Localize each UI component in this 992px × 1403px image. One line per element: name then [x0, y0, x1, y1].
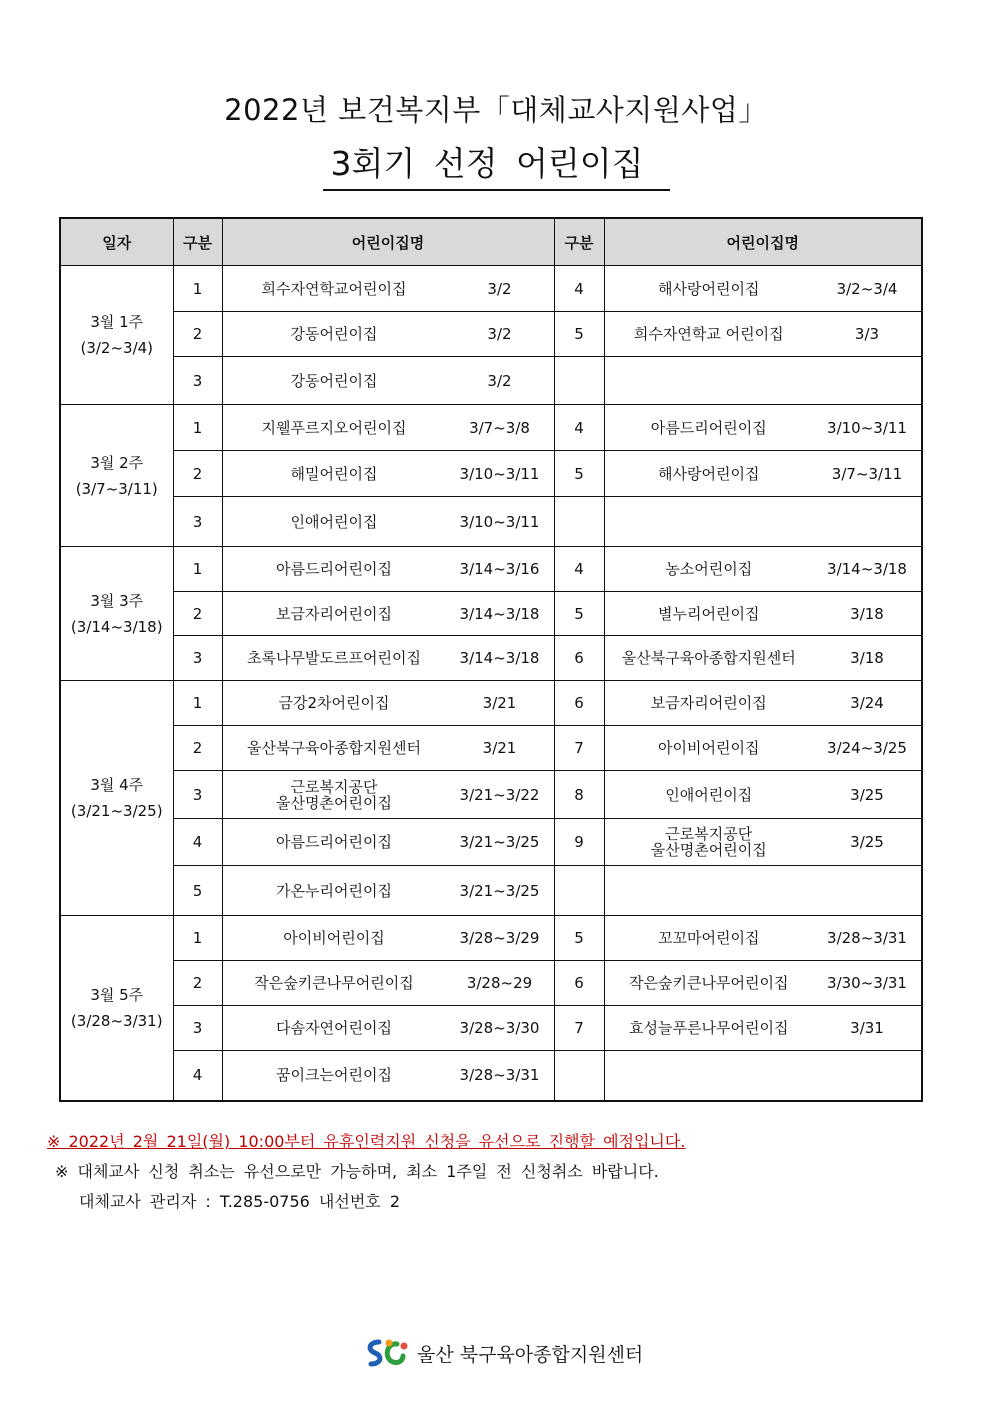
daycare-name: 해밀어린이집	[290, 464, 378, 483]
no-cell	[173, 681, 222, 726]
no-cell	[173, 916, 222, 961]
support-date: 3/10~3/11	[459, 512, 540, 531]
row-number: 4	[192, 833, 203, 851]
name-cell	[604, 405, 922, 451]
table-row	[60, 1006, 922, 1051]
week-label: 3월 4주	[90, 776, 144, 794]
document-subtitle	[0, 138, 992, 191]
subtitle-text: 3회기 선정 어린이집	[323, 138, 670, 191]
table-row	[60, 726, 922, 771]
table-row	[60, 961, 922, 1006]
week-label: 3월 2주	[90, 453, 144, 472]
name-cell	[222, 405, 554, 451]
support-date: 3/28~29	[466, 974, 533, 992]
daycare-name: 인애어린이집	[290, 512, 378, 531]
header-name-1: 어린이집명	[222, 218, 554, 266]
footer-org-name: 울산 북구육아종합지원센터	[417, 1343, 644, 1366]
daycare-name: 금강2차어린이집	[278, 694, 390, 712]
support-date: 3/21~3/25	[459, 881, 540, 900]
support-date: 3/2	[487, 279, 512, 298]
support-date: 3/30~3/31	[827, 974, 907, 992]
support-date: 3/25	[850, 833, 884, 851]
support-date: 3/3	[854, 325, 880, 343]
header-date: 일자	[60, 218, 173, 266]
cancel-note: ※ 대체교사 신청 취소는 유선으로만 가능하며, 최소 1주일 전 신청취소 바랍니다.	[55, 1162, 659, 1181]
daycare-name: 강동어린이집	[290, 325, 378, 343]
name-cell	[222, 1006, 554, 1051]
row-number: 6	[574, 649, 584, 667]
notice-line: ※ 2022년 2월 21일(월) 10:00부터 유휴인력지원 신청을 유선으로 진행할 예정입니다.	[47, 1132, 686, 1151]
name-cell	[604, 1051, 922, 1101]
support-date: 3/2	[487, 325, 512, 343]
support-date: 3/7~3/11	[831, 464, 903, 483]
support-date: 3/10~3/11	[459, 464, 540, 483]
daycare-name: 희수자연학교어린이집	[261, 279, 407, 298]
name-cell	[222, 961, 554, 1006]
support-date: 3/28~3/31	[459, 1066, 540, 1085]
name-cell	[604, 636, 922, 681]
name-cell	[604, 1006, 922, 1051]
no-cell	[173, 497, 222, 547]
table-row	[60, 819, 922, 866]
table-row	[60, 547, 922, 592]
row-number: 6	[574, 974, 584, 992]
daycare-name: 강동어린이집	[290, 371, 378, 390]
name-cell	[604, 819, 922, 866]
daycare-name: 작은숲키큰나무어린이집	[629, 974, 789, 992]
support-date: 3/21	[482, 739, 517, 757]
no-cell	[554, 961, 604, 1006]
header-name-2: 어린이집명	[604, 218, 922, 266]
support-date: 3/2	[487, 371, 512, 390]
row-number: 7	[574, 1019, 584, 1037]
support-date: 3/24	[850, 694, 884, 712]
no-cell	[554, 916, 604, 961]
notes	[47, 1127, 685, 1217]
daycare-name: 다솜자연어린이집	[276, 1019, 392, 1037]
no-cell	[173, 405, 222, 451]
center-logo-icon	[365, 1336, 411, 1370]
no-cell	[554, 547, 604, 592]
name-cell	[222, 636, 554, 681]
daycare-name: 아이비어린이집	[283, 929, 385, 947]
name-cell	[222, 866, 554, 916]
daycare-name: 별누리어린이집	[658, 604, 760, 623]
name-cell	[222, 547, 554, 592]
week-range: (3/21~3/25)	[70, 802, 163, 820]
support-date: 3/21~3/22	[459, 785, 540, 804]
row-number: 7	[574, 739, 584, 757]
no-cell	[173, 266, 222, 312]
daycare-name: 아이비어린이집	[658, 739, 760, 757]
name-cell	[604, 961, 922, 1006]
name-cell	[222, 726, 554, 771]
support-date: 3/28~3/30	[459, 1019, 540, 1037]
daycare-name: 보금자리어린이집	[650, 694, 767, 712]
row-number: 5	[574, 604, 584, 623]
row-number: 9	[574, 833, 584, 851]
daycare-name: 아름드리어린이집	[650, 418, 767, 437]
row-number: 1	[192, 560, 203, 578]
no-cell	[554, 681, 604, 726]
contact-note: 대체교사 관리자 : T.285-0756 내선번호 2	[79, 1192, 401, 1211]
footer	[365, 1336, 643, 1370]
table-row	[60, 866, 922, 916]
week-range: (3/14~3/18)	[70, 617, 163, 636]
table-row	[60, 592, 922, 636]
daycare-name: 울산북구육아종합지원센터	[621, 649, 796, 667]
support-date: 3/14~3/18	[459, 604, 540, 623]
support-date: 3/14~3/16	[459, 560, 540, 578]
row-number: 3	[192, 371, 203, 390]
no-cell	[173, 312, 222, 357]
row-number: 2	[192, 739, 203, 757]
row-number: 1	[192, 418, 203, 437]
row-number: 4	[574, 560, 584, 578]
no-cell	[554, 1051, 604, 1101]
row-number: 2	[192, 464, 203, 483]
no-cell	[554, 819, 604, 866]
support-date: 3/2~3/4	[836, 279, 898, 298]
week-label: 3월 1주	[90, 313, 144, 331]
daycare-name: 지웰푸르지오어린이집	[261, 418, 407, 437]
no-cell	[173, 357, 222, 405]
daycare-name: 해사랑어린이집	[658, 464, 760, 483]
week-cell	[60, 916, 173, 1101]
week-cell	[60, 266, 173, 405]
row-number: 2	[192, 325, 203, 343]
daycare-name: 초록나무발도르프어린이집	[247, 649, 421, 667]
header-no-1: 구분	[173, 218, 222, 266]
row-number: 5	[574, 325, 584, 343]
name-cell	[604, 866, 922, 916]
week-cell	[60, 681, 173, 916]
daycare-name: 가온누리어린이집	[276, 881, 392, 900]
name-cell	[222, 266, 554, 312]
row-number: 5	[574, 929, 584, 947]
no-cell	[554, 726, 604, 771]
support-date: 3/28~3/29	[459, 929, 540, 947]
no-cell	[554, 592, 604, 636]
no-cell	[173, 819, 222, 866]
daycare-name: 작은숲키큰나무어린이집	[254, 974, 414, 992]
no-cell	[554, 405, 604, 451]
name-cell	[604, 497, 922, 547]
name-cell	[222, 819, 554, 866]
no-cell	[173, 636, 222, 681]
name-cell	[222, 357, 554, 405]
row-number: 4	[574, 279, 584, 298]
table-row	[60, 451, 922, 497]
row-number: 3	[192, 649, 203, 667]
week-range: (3/2~3/4)	[80, 339, 154, 357]
week-range: (3/28~3/31)	[70, 1011, 163, 1030]
name-cell	[222, 771, 554, 819]
name-cell	[604, 592, 922, 636]
name-cell	[604, 547, 922, 592]
table-row	[60, 681, 922, 726]
daycare-name: 인애어린이집	[665, 785, 753, 804]
table-row	[60, 771, 922, 819]
row-number: 5	[574, 464, 584, 483]
no-cell	[554, 451, 604, 497]
daycare-name: 근로복지공단 울산명촌어린이집	[276, 777, 392, 812]
table-row	[60, 636, 922, 681]
name-cell	[222, 1051, 554, 1101]
document-title: 2022년 보건복지부「대체교사지원사업」	[224, 93, 768, 127]
no-cell	[554, 636, 604, 681]
daycare-name: 보금자리어린이집	[276, 604, 392, 623]
no-cell	[173, 726, 222, 771]
week-label: 3월 5주	[90, 985, 144, 1004]
table-row	[60, 266, 922, 312]
table-row	[60, 1051, 922, 1101]
row-number: 4	[574, 418, 584, 437]
name-cell	[222, 312, 554, 357]
name-cell	[222, 916, 554, 961]
name-cell	[604, 312, 922, 357]
support-date: 3/25	[850, 785, 884, 804]
support-date: 3/10~3/11	[827, 418, 907, 437]
row-number: 5	[192, 881, 203, 900]
no-cell	[554, 497, 604, 547]
support-date: 3/24~3/25	[827, 739, 907, 757]
row-number: 6	[574, 694, 584, 712]
table-row	[60, 916, 922, 961]
row-number: 3	[192, 1019, 203, 1037]
name-cell	[222, 681, 554, 726]
name-cell	[222, 451, 554, 497]
no-cell	[554, 312, 604, 357]
no-cell	[554, 1006, 604, 1051]
no-cell	[554, 866, 604, 916]
daycare-name: 희수자연학교 어린이집	[633, 325, 784, 343]
daycare-name: 아름드리어린이집	[276, 560, 392, 578]
name-cell	[604, 451, 922, 497]
no-cell	[173, 1051, 222, 1101]
name-cell	[604, 681, 922, 726]
row-number: 8	[574, 785, 584, 804]
header-no-2: 구분	[554, 218, 604, 266]
no-cell	[173, 451, 222, 497]
no-cell	[554, 266, 604, 312]
week-cell	[60, 405, 173, 547]
name-cell	[604, 357, 922, 405]
daycare-name: 농소어린이집	[665, 560, 753, 578]
support-date: 3/21~3/25	[459, 833, 540, 851]
support-date: 3/18	[850, 649, 884, 667]
table-row	[60, 405, 922, 451]
support-date: 3/14~3/18	[459, 649, 540, 667]
week-range: (3/7~3/11)	[75, 479, 158, 498]
name-cell	[222, 497, 554, 547]
table-row	[60, 312, 922, 357]
row-number: 2	[192, 604, 203, 623]
support-date: 3/28~3/31	[827, 929, 907, 947]
daycare-name: 근로복지공단 울산명촌어린이집	[650, 825, 767, 859]
row-number: 2	[192, 974, 203, 992]
row-number: 3	[192, 785, 203, 804]
row-number: 3	[192, 512, 203, 531]
no-cell	[554, 357, 604, 405]
daycare-name: 아름드리어린이집	[276, 833, 392, 851]
name-cell	[604, 916, 922, 961]
no-cell	[173, 547, 222, 592]
name-cell	[604, 726, 922, 771]
no-cell	[173, 771, 222, 819]
row-number: 1	[192, 279, 203, 298]
name-cell	[222, 592, 554, 636]
week-cell	[60, 547, 173, 681]
daycare-name: 효성늘푸른나무어린이집	[629, 1019, 789, 1037]
no-cell	[554, 771, 604, 819]
week-label: 3월 3주	[90, 591, 144, 610]
support-date: 3/7~3/8	[469, 418, 530, 437]
table-row	[60, 357, 922, 405]
table-header-row	[60, 218, 922, 266]
no-cell	[173, 592, 222, 636]
no-cell	[173, 866, 222, 916]
daycare-name: 해사랑어린이집	[658, 279, 760, 298]
no-cell	[173, 1006, 222, 1051]
daycare-name: 울산북구육아종합지원센터	[247, 739, 421, 757]
no-cell	[173, 961, 222, 1006]
name-cell	[604, 266, 922, 312]
support-date: 3/21	[482, 694, 517, 712]
name-cell	[604, 771, 922, 819]
row-number: 1	[192, 694, 203, 712]
table-row	[60, 497, 922, 547]
support-date: 3/18	[850, 604, 884, 623]
support-date: 3/14~3/18	[827, 560, 907, 578]
row-number: 1	[192, 929, 203, 947]
support-date: 3/31	[850, 1019, 884, 1037]
row-number: 4	[192, 1066, 203, 1085]
daycare-name: 꼬꼬마어린이집	[658, 929, 760, 947]
table-body	[60, 266, 922, 1101]
schedule-table	[59, 217, 923, 1102]
daycare-name: 꿈이크는어린이집	[276, 1066, 392, 1085]
